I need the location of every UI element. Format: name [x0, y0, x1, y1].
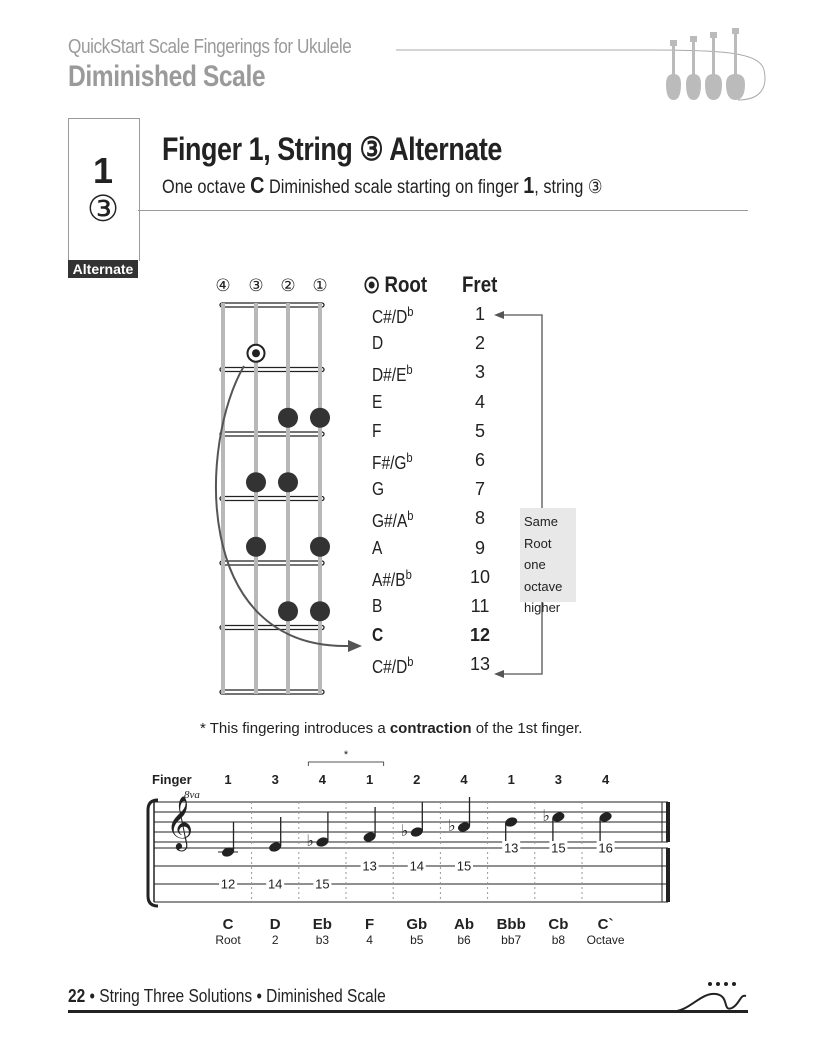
scale-note-name: C` [597, 916, 614, 933]
contraction-bracket [308, 762, 383, 766]
fret-wire [220, 303, 324, 307]
scale-degree [576, 916, 636, 947]
footnote [200, 720, 582, 737]
header-decoration [390, 30, 770, 110]
flat-sign: b [407, 304, 414, 319]
flat-sign: ♭ [448, 816, 456, 835]
fret-number: 5 [474, 420, 485, 441]
alternate-tag: Alternate [68, 260, 138, 278]
tab-number: 16 [598, 840, 613, 856]
finger-dot [246, 472, 266, 492]
scale-note-name: Gb [406, 916, 428, 933]
same-root-line: higher [524, 600, 561, 615]
page-title: Diminished Scale [68, 60, 266, 93]
finger-dot [246, 537, 266, 557]
note-name: B [372, 596, 383, 616]
fret-number: 13 [469, 654, 491, 675]
footnote-pre: * This fingering introduces a [200, 720, 386, 737]
note-name: $A\#/B^b$ [372, 566, 412, 590]
string-label: ② [280, 276, 296, 296]
root-circle-icon [364, 276, 379, 294]
subtitle-post: , string ③ [534, 177, 603, 198]
scale-degree-label: 2 [271, 933, 279, 947]
tab-number: 13 [362, 858, 377, 874]
string-label: ① [312, 276, 328, 296]
note-name: $G\#/A^b$ [372, 508, 414, 532]
flat-sign: ♭ [306, 831, 314, 850]
scale-note-name: Ab [454, 916, 474, 933]
ukulele-icons [666, 28, 745, 100]
arrow-right-icon [348, 640, 362, 652]
scale-degree-label: bb7 [501, 933, 522, 947]
page-number: 22 [68, 986, 86, 1006]
same-root-note [520, 508, 576, 615]
subtitle-mid: Diminished scale starting on finger [268, 177, 519, 198]
finger-dot [278, 601, 298, 621]
octave-bracket [490, 300, 550, 690]
finger-number: 1 [224, 772, 232, 787]
finger-number: 1 [507, 772, 515, 787]
scale-note-name: Eb [312, 916, 332, 933]
finger-label: Finger [152, 772, 192, 787]
flat-sign: ♭ [400, 821, 409, 840]
page-footer [68, 986, 386, 1007]
note-name: $C\#/D^b$ [372, 654, 414, 678]
fret-number: 1 [474, 304, 485, 324]
same-root-line: Same [524, 514, 558, 529]
fret-wire [220, 690, 324, 694]
flat-sign: b [406, 362, 413, 378]
string-label: ③ [248, 276, 264, 296]
fret-number: 10 [469, 566, 491, 587]
finger-dot [278, 472, 298, 492]
note-name: $C\#/D^b$ [372, 304, 414, 327]
tab-number: 15 [551, 840, 566, 856]
finger-number: 3 [554, 772, 563, 787]
finger-number: 2 [413, 772, 421, 787]
scale-note-name: C [222, 916, 234, 933]
notation-staff [140, 749, 680, 910]
fretboard-diagram [200, 270, 350, 700]
finger-number: 1 [365, 772, 374, 787]
fret-wire [220, 432, 324, 436]
scale-note-name: Cb [548, 916, 569, 933]
note-name: $D\#/E^b$ [372, 362, 413, 386]
root-heading: Root [384, 272, 428, 297]
scale-degree-label: 4 [366, 933, 373, 947]
tab-number: 15 [315, 876, 330, 892]
finger-dot [310, 601, 330, 621]
fret-wire [220, 561, 324, 565]
series-title: QuickStart Scale Fingerings for Ukulele [68, 36, 352, 58]
note-name: A [372, 537, 383, 558]
flat-sign: b [405, 566, 412, 582]
fret-number: 8 [474, 508, 485, 529]
footnote-post: of the 1st finger. [475, 720, 583, 737]
subtitle-pre: One octave [162, 177, 246, 198]
note-name: E [372, 391, 383, 412]
finger-number: 4 [460, 772, 468, 787]
fret-number: 9 [474, 537, 485, 558]
scale-degree-label: b5 [410, 933, 424, 947]
footer-swirl [670, 978, 750, 1020]
fret-number: 6 [474, 450, 485, 470]
treble-clef-icon: 𝄞 [166, 795, 194, 849]
finger-dot [310, 408, 330, 428]
section-subtitle [162, 172, 602, 199]
octave-mark: 8va [184, 789, 200, 801]
subtitle-key: C [250, 172, 265, 198]
same-root-line: Root one [524, 535, 552, 572]
footer-text: • String Three Solutions • Diminished Scale [89, 986, 386, 1006]
flat-sign: b [407, 508, 414, 524]
root-legend [364, 272, 427, 298]
fret-wire [220, 497, 324, 501]
flat-sign: ♭ [542, 806, 550, 825]
note-name: D [372, 333, 384, 354]
note-name: F [372, 420, 382, 441]
same-root-line: octave [524, 578, 563, 594]
flat-sign: b [407, 654, 414, 670]
arrow-left-icon [494, 311, 504, 319]
root-dot-center [252, 349, 260, 357]
fret-number: 3 [474, 362, 485, 383]
scale-degree-label: b6 [457, 933, 471, 947]
scale-note-name: F [365, 916, 375, 933]
fret-number: 11 [470, 596, 490, 616]
tab-number: 15 [456, 858, 472, 874]
tab-number: 14 [267, 876, 283, 892]
scale-degree-label: b3 [315, 933, 330, 947]
string-label: ④ [215, 276, 231, 296]
finger-dot [278, 408, 298, 428]
finger-dot [310, 537, 330, 557]
tab-number: 12 [220, 876, 236, 892]
scale-degree-label: Octave [586, 933, 625, 947]
bracket-mark: * [343, 749, 349, 761]
fret-wire [220, 368, 324, 372]
scale-note-name: Bbb [496, 916, 526, 933]
system-brace [148, 800, 158, 906]
note-name: G [372, 479, 385, 500]
fret-number: 2 [474, 333, 485, 354]
subtitle-finger: 1 [523, 172, 535, 198]
note-name: $F\#/G^b$ [372, 450, 413, 473]
footer-rule [68, 1010, 748, 1013]
fret-heading: Fret [462, 272, 498, 297]
fret-number: 12 [469, 625, 491, 646]
tab-number: 13 [503, 840, 519, 856]
tab-number: 14 [409, 858, 425, 874]
fret-number: 4 [474, 391, 485, 412]
fret-wire [220, 626, 324, 630]
title-rule [138, 210, 748, 211]
string-number: ③ [86, 188, 120, 229]
flat-sign: b [406, 450, 413, 465]
scale-note-name: D [269, 916, 281, 933]
section-title: Finger 1, String ③ Alternate [162, 131, 502, 167]
arrow-left-icon [494, 670, 504, 678]
scale-degree-label: Root [215, 933, 241, 947]
finger-number: 3 [271, 772, 279, 787]
footnote-bold: contraction [389, 720, 472, 737]
finger-number: 4 [601, 772, 610, 787]
finger-number: 4 [318, 772, 327, 787]
scale-degree-label: b8 [551, 933, 566, 947]
fret-number: 7 [474, 479, 485, 500]
finger-number: 1 [92, 150, 114, 191]
note-name: C [372, 625, 384, 646]
